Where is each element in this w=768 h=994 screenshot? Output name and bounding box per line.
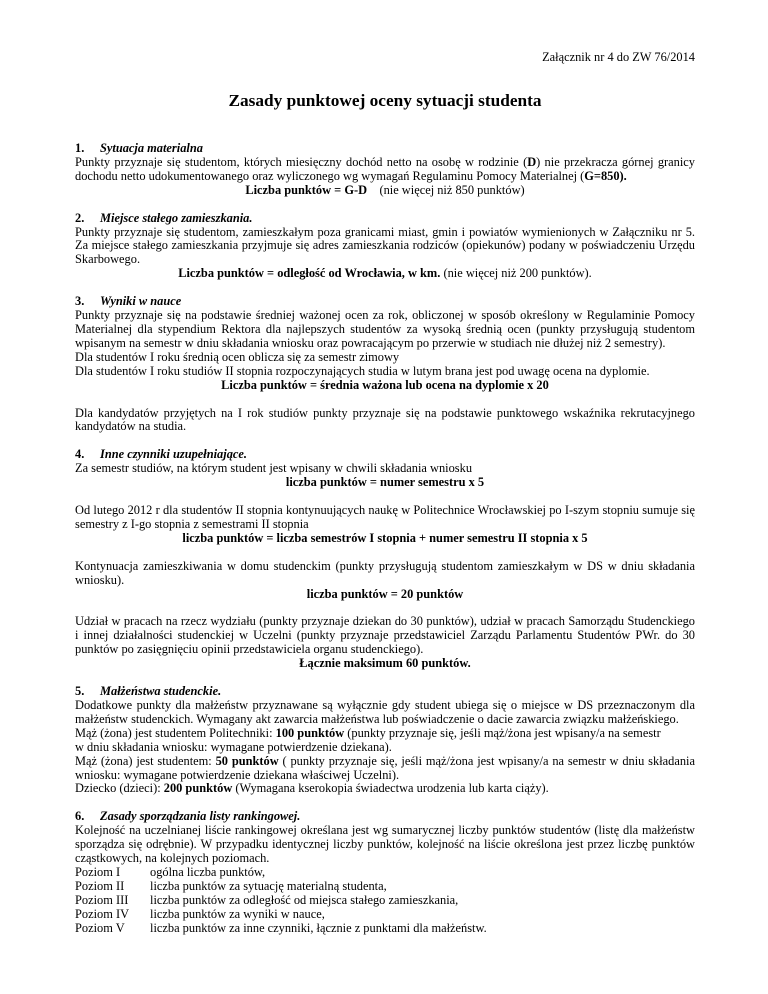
page-title: Zasady punktowej oceny sytuacji studenta	[228, 91, 542, 110]
section-5-spouse-polytechnic-cont: w dniu składania wniosku: wymagane potwierdzenie dziekana).	[75, 739, 392, 754]
ranking-level-row: Poziom III liczba punktów za odległość od miejsca stałego zamieszkania,	[75, 892, 459, 907]
section-2-text: Punkty przyznaje się studentom, zamieszkałym poza granicami miast, gmin i powiatów wymienionych w Załączniku nr 5. Za miejsce stałego zamieszkania przyjmuje się adres zamieszkania rodziców (opiekunów) podany w poświadczeniu Urzędu Skarbowego.	[75, 224, 695, 267]
section-4-heading: 4. Inne czynniki uzupełniające.	[75, 447, 247, 462]
section-5-text: Dodatkowe punkty dla małżeństw przyznawane są wyłącznie gdy student ubiega się o miejsce w DS przeznaczonym dla małżeństw studenckich. Wymagany akt zawarcia małżeństwa lub poświadczenie o dacie zawarcia związku małżeńskiego.	[75, 698, 695, 726]
section-3-heading: 3. Wyniki w nauce	[75, 294, 182, 309]
section-1-heading: 1. Sytuacja materialna	[75, 141, 203, 155]
section-1-text: Punkty przyznaje się studentom, których miesięczny dochód netto na osobę w rodzinie (D) nie przekracza górnej granicy dochodu netto udokumentowanego oraz wyliczonego wg wymagań Regulaminu Pomocy Materialnej (G=850).	[75, 154, 695, 183]
section-2-heading: 2. Miejsce stałego zamieszkania.	[75, 210, 253, 225]
section-4-activity-text: Udział w pracach na rzecz wydziału (punkty przyznaje dziekan do 30 punktów), udział w pracach Samorządu Studenckiego i innej działalności studenckiej w Uczelni (punkty przyznaje przedstawiciel Zarządu Parlamentu Studentów PWr. do 30 punktów po zasięgnięciu opinii przedstawiciela organu studenckiego).	[75, 614, 695, 657]
ranking-level-row: Poziom IV liczba punktów za wyniki w nauce,	[75, 906, 325, 921]
attachment-reference: Załącznik nr 4 do ZW 76/2014	[542, 50, 695, 64]
section-1-formula: Liczba punktów = G-D (nie więcej niż 850 punktów)	[245, 182, 525, 197]
section-4-formula-dormitory: liczba punktów = 20 punktów	[306, 586, 464, 601]
section-4-formula-semester: liczba punktów = numer semestru x 5	[285, 475, 485, 490]
section-4-formula-second-degree: liczba punktów = liczba semestrów I stopnia + numer semestru II stopnia x 5	[182, 530, 588, 545]
ranking-level-row: Poziom II liczba punktów za sytuację materialną studenta,	[75, 878, 387, 893]
section-4-semester-text: Za semestr studiów, na którym student jest wpisany w chwili składania wniosku	[75, 461, 473, 476]
section-3-first-year: Dla studentów I roku średnią ocen oblicza się za semestr zimowy	[75, 349, 400, 364]
ranking-level-row: Poziom V liczba punktów za inne czynniki, łącznie z punktami dla małżeństw.	[75, 920, 487, 935]
ranking-level-row: Poziom I ogólna liczba punktów,	[75, 864, 266, 879]
ranking-levels-list	[75, 866, 695, 936]
section-5-children: Dziecko (dzieci): 200 punktów (Wymagana kserokopia świadectwa urodzenia lub karta ciąży).	[75, 781, 549, 796]
document-body	[75, 142, 695, 936]
section-5-spouse-student: Mąż (żona) jest studentem: 50 punktów ( punkty przyznaje się, jeśli mąż/żona jest wpisany/a na semestr w dniu składania wniosku: wymagane potwierdzenie dziekana właściwej Uczelni).	[75, 753, 695, 782]
section-5-heading: 5. Małżeństwa studenckie.	[75, 684, 222, 699]
section-3-formula: Liczba punktów = średnia ważona lub ocena na dyplomie x 20	[221, 377, 549, 392]
section-4-second-degree-text: Od lutego 2012 r dla studentów II stopnia kontynuujących naukę w Politechnice Wrocławskiej po I-szym stopniu sumuje się semestry z I-go stopnia z semestrami II stopnia	[75, 503, 695, 531]
section-6-heading: 6. Zasady sporządzania listy rankingowej.	[75, 809, 301, 824]
section-4-dormitory-text: Kontynuacja zamieszkiwania w domu studenckim (punkty przysługują studentom zamieszkałym w DS w dniu składania wniosku).	[75, 558, 695, 587]
section-4-formula-max: Łącznie maksimum 60 punktów.	[299, 656, 471, 671]
section-3-second-degree: Dla studentów I roku studiów II stopnia rozpoczynających studia w lutym brana jest pod uwagę ocena na dyplomie.	[75, 363, 650, 378]
section-3-text: Punkty przyznaje się na podstawie średniej ważonej ocen za rok, obliczonej w sposób określony w Regulaminie Pomocy Materialnej dla stypendium Rektora dla najlepszych studentów za wysoką średnią ocen (punkty przysługują studentom wpisanym na semestr w dniu składania wniosku oraz powracającym po przerwie w studiach nie dłużej niż 2 semestry).	[75, 308, 695, 350]
section-6-text: Kolejność na uczelnianej liście rankingowej określana jest wg sumarycznej liczby punktów studentów (listę dla małżeństw sporządza się odrębnie). W przypadku identycznej liczby punktów, kolejność na liście określona jest przez liczbę punktów cząstkowych, na kolejnych poziomach.	[75, 823, 695, 866]
section-2-formula: Liczba punktów = odległość od Wrocławia, w km. (nie więcej niż 200 punktów).	[178, 266, 592, 281]
section-5-spouse-polytechnic: Mąż (żona) jest studentem Politechniki: 100 punktów (punkty przyznaje się, jeśli mąż/żona jest wpisany/a na semestr	[75, 725, 661, 740]
section-3-candidates: Dla kandydatów przyjętych na I rok studiów punkty przyznaje się na podstawie punktowego wskaźnika rekrutacyjnego kandydatów na studia.	[75, 405, 695, 434]
